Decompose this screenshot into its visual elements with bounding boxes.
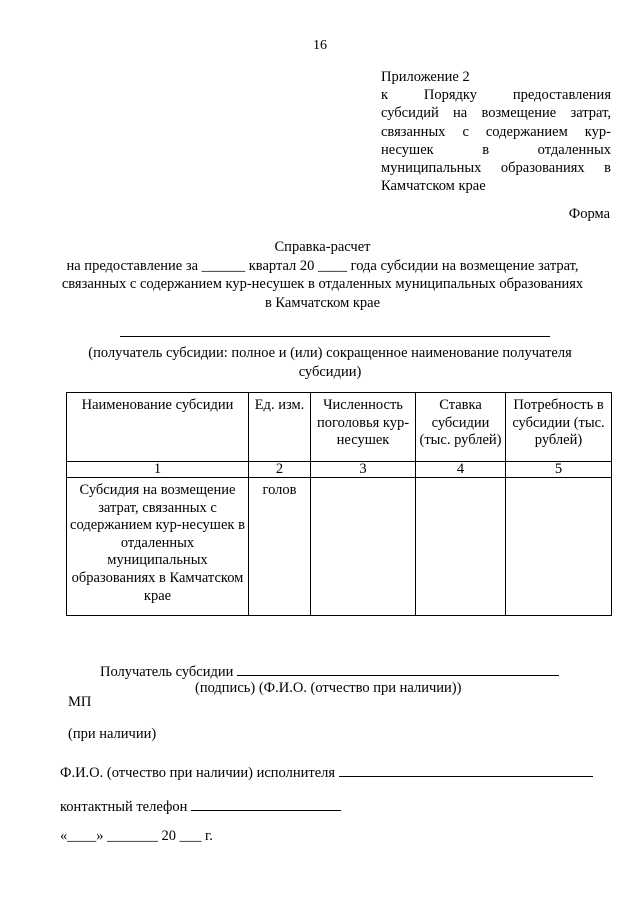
title-line-4: в Камчатском крае (264, 294, 381, 311)
cell-subsidy-name: Субсидия на возмещение затрат, связанных с содержанием кур-несушек в отдаленных муниципальных образованиях в Камчатском крае (67, 478, 249, 616)
cell-need[interactable] (506, 478, 612, 616)
header-need: Потребность в субсидии (тыс. рублей) (506, 393, 612, 462)
appendix-line-3: субсидий на возмещение затрат, (381, 105, 611, 122)
cell-livestock[interactable] (311, 478, 416, 616)
title-line-1: Справка-расчет (274, 239, 371, 255)
title-line-2: на предоставление за ______ квартал 20 ____ года субсидии на возмещение затрат, (66, 257, 579, 274)
stamp-label: МП (68, 694, 92, 710)
executor-field[interactable] (339, 762, 593, 777)
table-row (67, 478, 612, 616)
appendix-line-4: связанных с содержанием кур- (381, 123, 611, 140)
appendix-line-7: Камчатском крае (381, 178, 486, 195)
subsidy-table (66, 392, 612, 616)
date-line: «____» _______ 20 ___ г. (60, 828, 213, 844)
signature-row (100, 661, 559, 681)
header-subsidy-name: Наименование субсидии (67, 393, 249, 462)
title-line-3: связанных с содержанием кур-несушек в отдаленных муниципальных образованиях (61, 276, 584, 292)
cell-unit: голов (249, 478, 311, 616)
appendix-block (381, 68, 611, 195)
table-header-row (67, 393, 612, 462)
signature-field[interactable] (237, 661, 559, 676)
document-title (40, 238, 605, 312)
header-unit: Ед. изм. (249, 393, 311, 462)
form-label: Форма (568, 206, 610, 222)
executor-label: Ф.И.О. (отчество при наличии) исполнителя (60, 765, 336, 781)
phone-row (60, 796, 341, 816)
header-livestock: Численность поголовья кур-несушек (311, 393, 416, 462)
cell-rate[interactable] (416, 478, 506, 616)
appendix-line-2: к Порядку предоставления (381, 87, 611, 104)
signature-label: Получатель субсидии (100, 664, 234, 680)
appendix-line-5: несушек в отдаленных (381, 141, 611, 158)
appendix-line-6: муниципальных образованиях в (381, 160, 611, 177)
executor-row (60, 762, 593, 782)
appendix-title: Приложение 2 (381, 69, 470, 85)
page-number: 16 (313, 38, 327, 53)
recipient-name-line[interactable] (120, 336, 550, 337)
recipient-caption: (получатель субсидии: полное и (или) сокращенное наименование получателя субсидии) (88, 345, 572, 380)
phone-label: контактный телефон (60, 799, 188, 815)
header-rate: Ставка субсидии (тыс. рублей) (416, 393, 506, 462)
signature-caption: (подпись) (Ф.И.О. (отчество при наличии)) (195, 680, 462, 696)
table-number-row: 1 2 3 4 5 (67, 462, 612, 478)
stamp-note: (при наличии) (68, 726, 157, 742)
phone-field[interactable] (191, 796, 341, 811)
